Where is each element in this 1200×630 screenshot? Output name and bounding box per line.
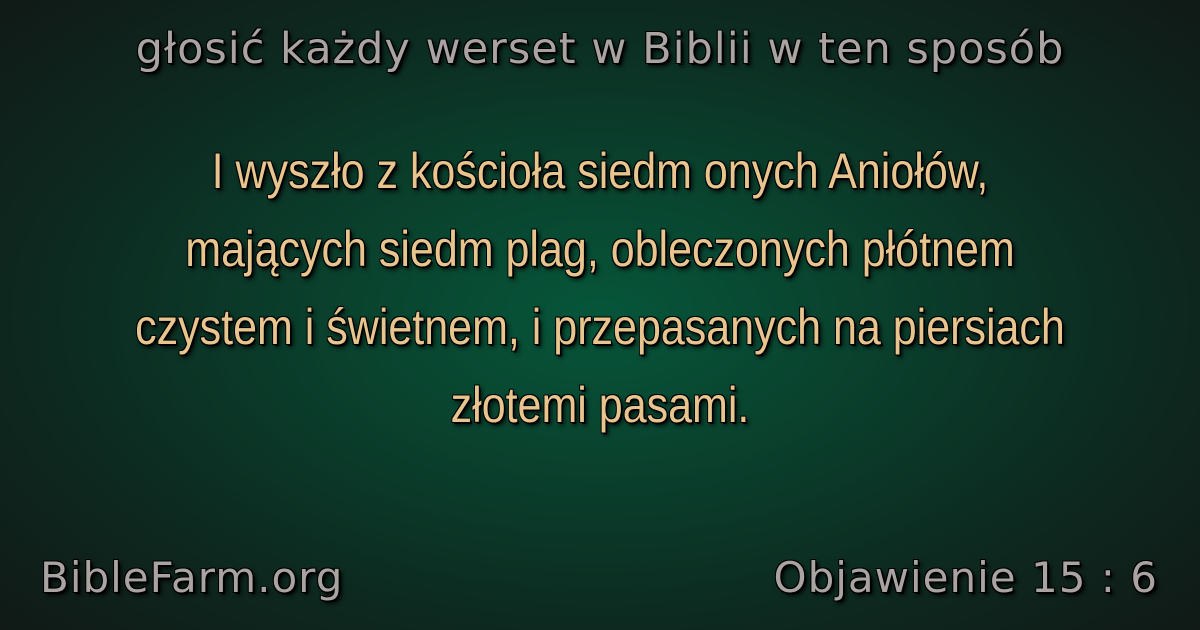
site-name: BibleFarm.org [40, 553, 344, 602]
verse-text: I wyszło z kościoła siedm onych Aniołów, mających siedm plag, obleczonych płótnem czystem i świetnem, i przepasanych na piersiach złotemi pasami. [135, 143, 1065, 433]
verse-reference: Objawienie 15 : 6 [773, 553, 1158, 602]
tagline-header: głosić każdy werset w Biblii w ten sposób [135, 24, 1065, 74]
